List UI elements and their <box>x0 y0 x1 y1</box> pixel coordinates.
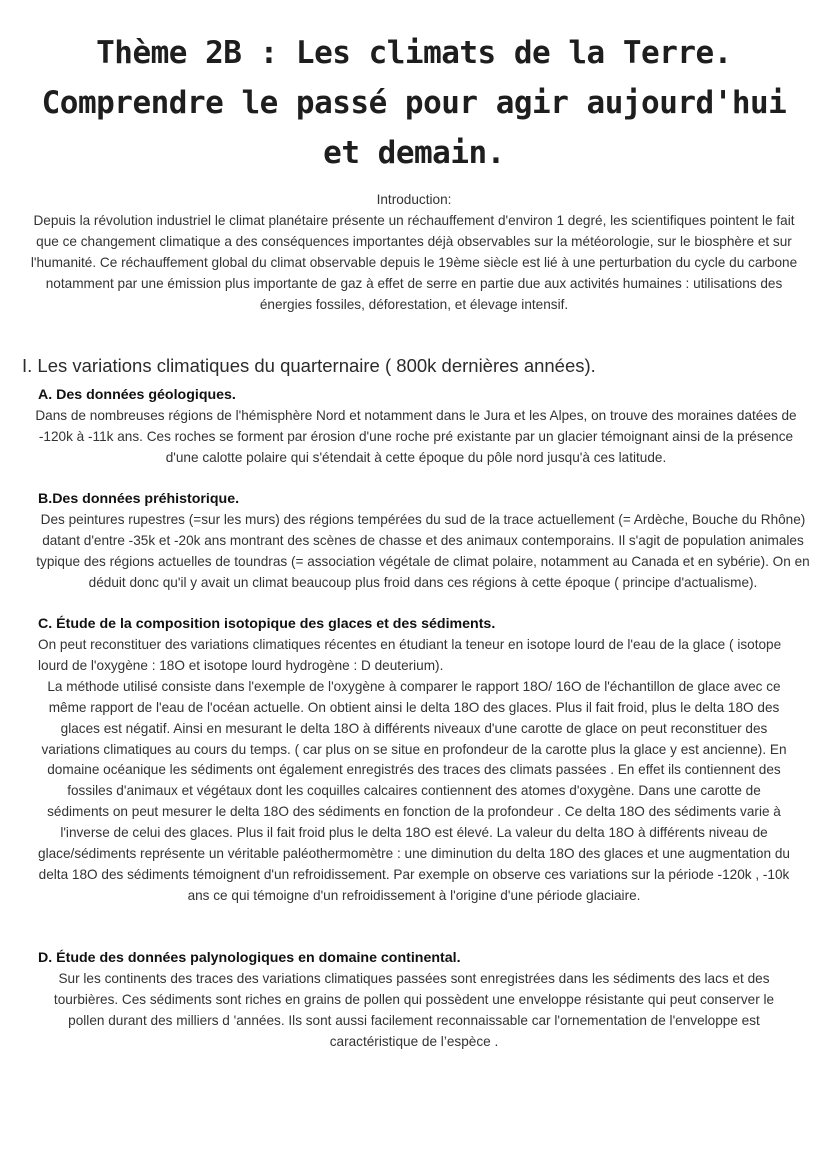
subsection-c-paragraph-1: On peut reconstituer des variations climatiques récentes en étudiant la teneur en isotope lourd de l'eau de la glace ( isotope lourd de l'oxygène : 18O et isotope lourd hydrogène : D deuterium). <box>38 637 782 673</box>
subsection-c-body <box>38 635 790 907</box>
page-title <box>20 28 808 178</box>
introduction-heading: Introduction: <box>376 192 452 207</box>
title-line-1: Thème 2B : Les climats de la Terre. <box>96 35 732 71</box>
subsection-b <box>36 489 810 594</box>
title-line-2: Comprendre le passé pour agir aujourd'hui <box>41 85 787 121</box>
subsection-a-text: Dans de nombreuses régions de l'hémisphère Nord et notamment dans le Jura et les Alpes, on trouve des moraines datées de -120k à -11k ans. Ces roches se forment par érosion d'une roche pré existante par un glacier témoignant ainsi de la présence d'une calotte polaire qui s'étendait à cette époque du pôle nord jusqu'à ces latitude. <box>35 408 797 465</box>
subsection-a-heading: A. Des données géologiques. <box>38 387 236 403</box>
introduction <box>24 190 804 315</box>
subsection-d <box>38 948 790 1053</box>
subsection-c-heading: C. Étude de la composition isotopique des glaces et des sédiments. <box>38 616 496 632</box>
subsection-d-text: Sur les continents des traces des variations climatiques passées sont enregistrées dans les sédiments des lacs et des tourbières. Ces sédiments sont riches en grains de pollen qui possèdent une enveloppe résistante qui peut conserver le pollen durant des milliers d 'années. Ils sont aussi facilement reconnaissable car l'ornementation de l'enveloppe est caractéristique de l’espèce . <box>53 971 775 1049</box>
subsection-a <box>35 385 797 469</box>
title-line-3: et demain. <box>323 135 505 171</box>
subsection-b-heading: B.Des données préhistorique. <box>38 491 240 507</box>
subsection-c-paragraph-2: La méthode utilisé consiste dans l'exemple de l'oxygène à comparer le rapport 18O/ 16O de l'échantillon de glace avec ce même rapport de l'eau de l'océan actuelle. On obtient ainsi le delta 18O des glaces. Plus il fait froid, plus le delta 18O des glaces est négatif. Ainsi en mesurant le delta 18O à différents niveaux d'une carotte de glace on peut reconstituer des variations climatiques au cours du temps. ( car plus on se situe en profondeur de la carotte plus la glace y est ancienne). En domaine océanique les sédiments ont également enregistrés des traces des climats passées . En effet ils contiennent des fossiles d'animaux et végétaux dont les coquilles calcaires contiennent des atomes d'oxygène. Dans une carotte de sédiments on peut mesurer le delta 18O des sédiments en fonction de la profondeur . Ce delta 18O des sédiments varie à l'inverse de celui des glaces. Plus il fait froid plus le delta 18O est élevé. La valeur du delta 18O à différents niveau de glace/sédiments représente un véritable paléothermomètre : une diminution du delta 18O des glaces et une augmentation du delta 18O des sédiments témoignent d'un refroidissement. Par exemple on observe ces variations sur la période -120k , -10k ans ce qui témoigne d'un refroidissement à l'origine d'une période glaciaire. <box>38 678 790 903</box>
introduction-text: Depuis la révolution industriel le climat planétaire présente un réchauffement d'environ 1 degré, les scientifiques pointent le fait que ce changement climatique a des conséquences importantes déjà observables sur la météorologie, sur le biosphère et sur l'humanité. Ce réchauffement global du climat observable depuis le 19ème siècle est lié à une perturbation du cycle du carbone notamment par une émission plus importante de gaz à effet de serre en partie due aux activités humaines : utilisations des énergies fossiles, déforestation, et élevage intensif. <box>30 212 798 312</box>
subsection-b-text: Des peintures rupestres (=sur les murs) des régions tempérées du sud de la trace actuellement (= Ardèche, Bouche du Rhône) datant d'entre -35k et -20k ans montrant des scènes de chasse et des animaux contemporains. Il s'agit de population animales typique des régions actuelles de toundras (= association végétale de climat polaire, notamment au Canada et en sybérie). On en déduit donc qu'il y avait un climat beaucoup plus froid dans ces régions à cette époque ( principe d'actualisme). <box>36 512 810 590</box>
section-1-title: I. Les variations climatiques du quarternaire ( 800k dernières années). <box>22 355 596 376</box>
subsection-d-heading: D. Étude des données palynologiques en domaine continental. <box>38 950 461 966</box>
subsection-c <box>38 614 790 635</box>
